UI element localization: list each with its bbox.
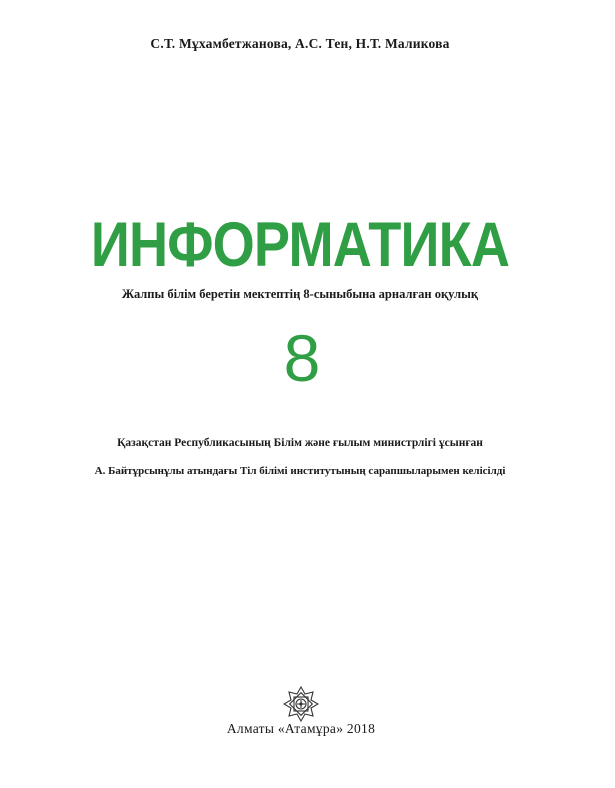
book-subtitle: Жалпы білім беретін мектептің 8-сыныбына арналған оқулық: [121, 287, 479, 301]
publisher-imprint: Алматы «Атамұра» 2018: [226, 721, 376, 736]
book-title: ИНФОРМАТИКА: [90, 210, 510, 280]
atamura-emblem-icon: [283, 686, 319, 722]
authors: С.Т. Мұхамбетжанова, А.С. Тен, Н.Т. Маликова: [150, 36, 450, 51]
institute-agreement: А. Байтұрсынұлы атындағы Тіл білімі институтының сарапшыларымен келісілді: [94, 465, 506, 477]
grade-number: 8: [283, 321, 321, 395]
ministry-approval: Қазақстан Республикасының Білім және ғылым министрлігі ұсынған: [117, 437, 483, 449]
